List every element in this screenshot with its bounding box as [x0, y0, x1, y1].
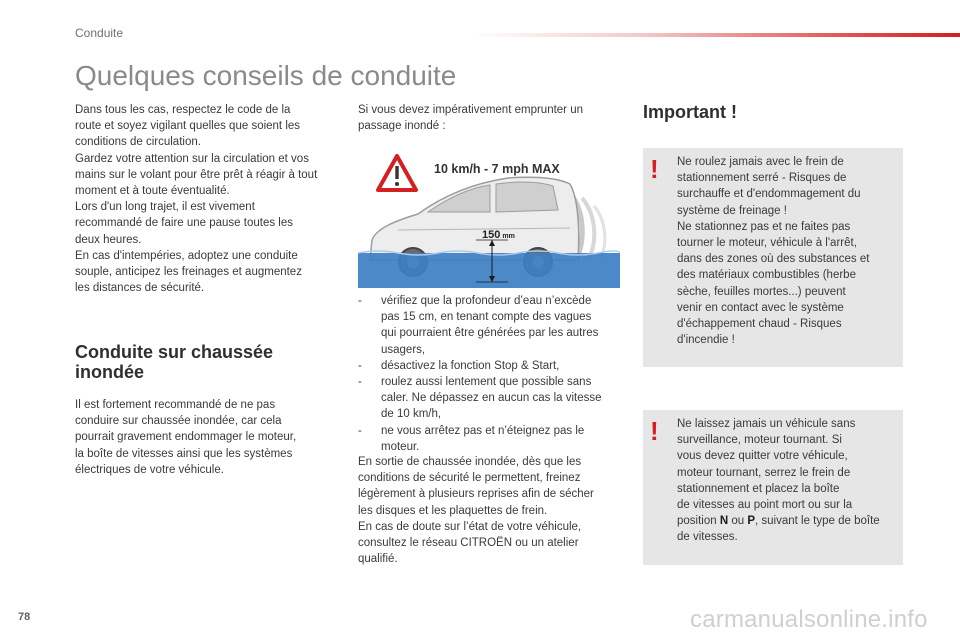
header-accent-bar [470, 33, 960, 37]
page-title: Quelques conseils de conduite [75, 60, 457, 91]
driving-advice-intro: Dans tous les cas, respectez le code de la route et soyez vigilant quelles que soient les conditions de circulation. Gardez votre attention sur la circulation et vos mains sur le volant pour être prêt à réagir à tout moment et à toute éventualité. Lors d'un long trajet, il est vivement recommandé de faire une pause toutes les deux heures. En cas d'intempéries, adoptez une conduite souple, anticipez les freinages et augmentez les distances de sécurité. [75, 104, 318, 295]
flooded-passage-intro: Si vous devez impérativement emprunter un passage inondé : [358, 104, 583, 133]
depth-value: 150 mm [482, 229, 515, 241]
list-item: - ne vous arrêtez pas et n’éteignez pas le moteur. [358, 424, 585, 453]
flooded-passage-instructions [358, 293, 620, 455]
important-heading: Important ! [643, 102, 737, 122]
watermark: carmanualsonline.info [690, 606, 928, 633]
unattended-vehicle-warning-text: Ne laissez jamais un véhicule sans surveillance, moteur tournant. Si vous devez quitter votre véhicule, moteur tournant, serrez le frein de stationnement et placez la boîte de vitesses au point mort ou sur la position N ou P, suivant le type de boîte de vitesses. [677, 418, 880, 544]
flooded-road-heading: Conduite sur chaussée inondée [75, 342, 274, 382]
parking-brake-warning-box [643, 148, 903, 367]
after-flood-advice: En sortie de chaussée inondée, dès que les conditions de sécurité le permettent, freinez légèrement à plusieurs reprises afin de sécher les disques et les plaquettes de frein. En cas de doute sur l’état de votre véhicule, consultez le réseau CITROËN ou un atelier qualifié. [358, 456, 594, 566]
list-item: - désactivez la fonction Stop & Start, [358, 359, 560, 372]
exclamation-icon: ! [650, 154, 659, 184]
flooded-road-body: Il est fortement recommandé de ne pas conduire sur chaussée inondée, car cela pourrait gravement endommager le moteur, la boîte de vitesses ainsi que les systèmes électriques de votre véhicule. [75, 399, 297, 476]
list-item: - roulez aussi lentement que possible sans caler. Ne dépassez en aucun cas la vitesse de 10 km/h, [358, 376, 602, 421]
speed-limit-label: 10 km/h - 7 mph MAX [434, 162, 560, 176]
parking-brake-warning-text: Ne roulez jamais avec le frein de stationnement serré - Risques de surchauffe et d'endommagement du système de freinage ! Ne stationnez pas et ne faites pas tourner le moteur, véhicule à l'arrêt, dans des zones où des substances et des matériaux combustibles (herbe sèche, feuilles mortes...) peuvent venir en contact avec le système d'échappement chaud - Risques d'incendie ! [677, 156, 870, 347]
exclamation-icon: ! [650, 416, 659, 446]
page-number: 78 [18, 611, 31, 623]
unattended-vehicle-warning-box [643, 410, 903, 565]
water-level [358, 253, 620, 288]
header-label: Conduite [75, 26, 124, 40]
list-item: - vérifiez que la profondeur d’eau n’excède pas 15 cm, en tenant compte des vagues qui pourraient être générées par les autres usagers, [358, 295, 599, 356]
flooded-road-illustration [358, 148, 620, 288]
